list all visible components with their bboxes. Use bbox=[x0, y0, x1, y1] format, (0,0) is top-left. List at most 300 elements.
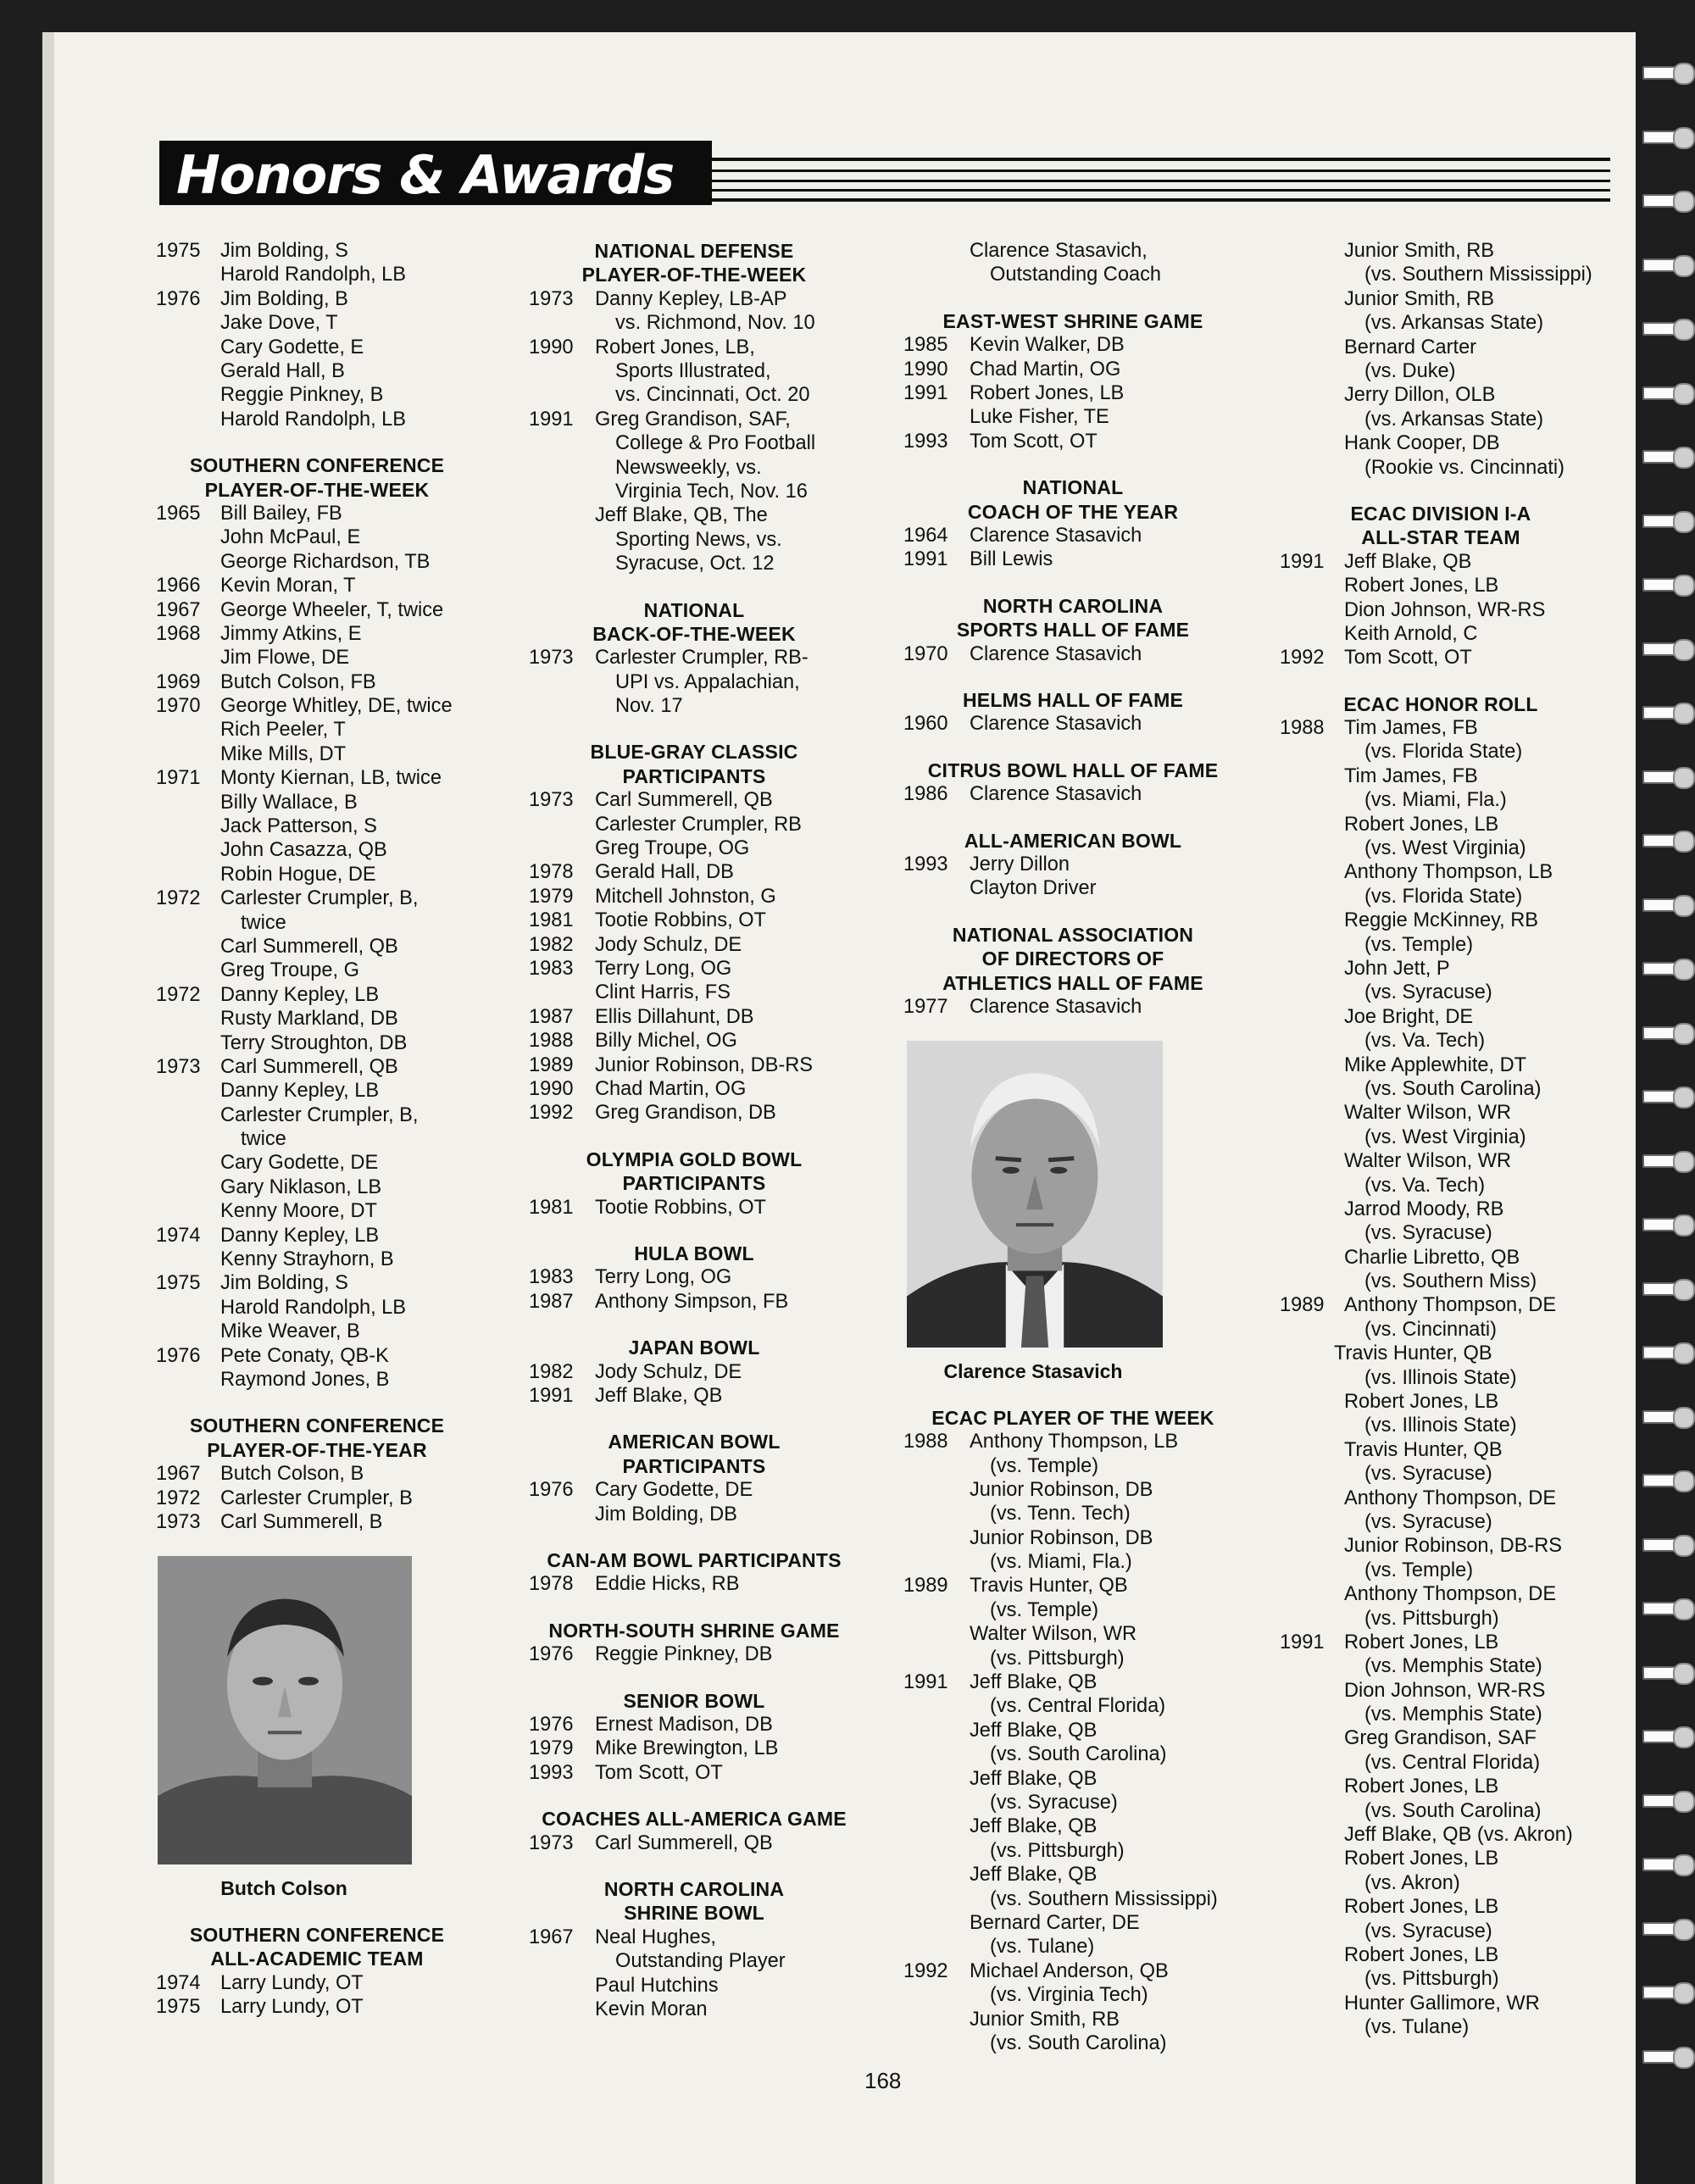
section-heading: NORTH CAROLINA bbox=[603, 1877, 785, 1900]
binding-coil bbox=[1634, 252, 1693, 277]
list-item bbox=[903, 1983, 1242, 2007]
list-item bbox=[1280, 550, 1602, 574]
recipient-text: Virginia Tech, Nov. 16 bbox=[615, 480, 808, 503]
recipient-text: (vs. Central Florida) bbox=[1364, 1751, 1541, 1774]
award-year: 1972 bbox=[156, 1487, 201, 1509]
list-item bbox=[903, 405, 1242, 429]
award-section bbox=[903, 309, 1242, 453]
list-item bbox=[529, 1831, 859, 1855]
award-year: 1992 bbox=[529, 1102, 574, 1125]
binding-coil bbox=[1634, 508, 1693, 533]
recipient-text: Jarrod Moody, RB bbox=[1344, 1198, 1504, 1220]
recipient-text: Bernard Carter, DE bbox=[970, 1911, 1140, 1934]
recipient-text: (vs. Southern Mississippi) bbox=[1364, 264, 1592, 286]
section-heading: NATIONAL bbox=[643, 598, 745, 621]
binding-wire bbox=[1673, 703, 1695, 725]
binding-coil bbox=[1634, 1851, 1693, 1876]
binding-wire bbox=[1673, 383, 1695, 405]
award-section bbox=[156, 453, 478, 1392]
spiral-binding bbox=[1634, 51, 1695, 2153]
section-heading: SOUTHERN CONFERENCE bbox=[189, 1923, 445, 1946]
recipient-text: John Jett, P bbox=[1344, 957, 1450, 980]
recipient-text: (vs. Southern Miss) bbox=[1364, 1270, 1537, 1293]
award-year: 1975 bbox=[156, 240, 201, 262]
section-heading: JAPAN BOWL bbox=[628, 1337, 760, 1359]
list-item bbox=[903, 1814, 1242, 1838]
section-heading: PLAYER-OF-THE-WEEK bbox=[581, 264, 807, 286]
recipient-text: Tootie Robbins, OT bbox=[595, 1196, 766, 1219]
header-rule bbox=[712, 169, 1610, 172]
list-item bbox=[1280, 1077, 1602, 1101]
recipient-text: Junior Smith, RB bbox=[970, 2008, 1120, 2031]
award-year: 1975 bbox=[156, 1272, 201, 1295]
binding-wire bbox=[1673, 1151, 1695, 1173]
recipient-text: Jeff Blake, QB, The bbox=[595, 504, 768, 527]
recipient-text: Harold Randolph, LB bbox=[220, 264, 407, 286]
list-item bbox=[1280, 1920, 1602, 1943]
recipient-text: Dion Johnson, WR-RS bbox=[1344, 598, 1546, 621]
recipient-text: Rich Peeler, T bbox=[220, 719, 346, 742]
recipient-text: Cary Godette, E bbox=[220, 336, 364, 358]
recipient-text: Clarence Stasavich bbox=[970, 713, 1142, 736]
award-year: 1967 bbox=[529, 1926, 574, 1948]
binding-hole bbox=[1642, 1218, 1676, 1231]
award-year: 1985 bbox=[903, 334, 948, 357]
list-item bbox=[529, 383, 859, 407]
recipient-text: Reggie McKinney, RB bbox=[1344, 909, 1539, 932]
binding-coil bbox=[1634, 827, 1693, 853]
list-item bbox=[156, 1296, 478, 1320]
section-heading: OLYMPIA GOLD BOWL bbox=[586, 1148, 803, 1170]
portrait-photo bbox=[158, 1556, 412, 1864]
binding-coil bbox=[1634, 1148, 1693, 1173]
recipient-text: Jody Schulz, DE bbox=[595, 933, 742, 956]
section-heading: NATIONAL bbox=[1022, 476, 1124, 499]
recipient-text: (vs. Syracuse) bbox=[1364, 1222, 1492, 1245]
section-heading: CAN-AM BOWL PARTICIPANTS bbox=[547, 1548, 842, 1571]
list-item bbox=[1280, 740, 1602, 764]
recipient-text: Mike Mills, DT bbox=[220, 742, 347, 765]
list-item bbox=[1280, 1005, 1602, 1029]
recipient-text: Bill Lewis bbox=[970, 548, 1053, 571]
section-heading: ALL-ACADEMIC TEAM bbox=[210, 1948, 424, 1970]
recipient-text: Robert Jones, LB bbox=[970, 381, 1125, 404]
recipient-text: Nov. 17 bbox=[615, 695, 683, 718]
award-year: 1982 bbox=[529, 933, 574, 956]
list-item bbox=[1280, 359, 1602, 383]
recipient-text: Walter Wilson, WR bbox=[970, 1623, 1137, 1646]
list-item bbox=[529, 1713, 859, 1737]
binding-wire bbox=[1673, 1535, 1695, 1557]
recipient-text: Ellis Dillahunt, DB bbox=[595, 1005, 754, 1028]
recipient-text: (Rookie vs. Cincinnati) bbox=[1364, 456, 1565, 479]
recipient-text: Kenny Strayhorn, B bbox=[220, 1248, 394, 1271]
list-item bbox=[903, 1670, 1242, 1694]
binding-coil bbox=[1634, 1020, 1693, 1045]
recipient-text: Anthony Thompson, DE bbox=[1344, 1583, 1557, 1606]
recipient-text: (vs. Florida State) bbox=[1364, 885, 1523, 908]
page-number: 168 bbox=[864, 2068, 902, 2093]
recipient-text: Kevin Moran, T bbox=[220, 575, 356, 597]
award-year: 1983 bbox=[529, 958, 574, 981]
recipient-text: Anthony Thompson, LB bbox=[1344, 861, 1553, 884]
binding-coil bbox=[1634, 380, 1693, 405]
section-heading: COACH OF THE YEAR bbox=[967, 500, 1179, 523]
section-heading: NATIONAL ASSOCIATION bbox=[952, 923, 1194, 946]
award-year: 1973 bbox=[529, 647, 574, 670]
award-year: 1991 bbox=[1280, 550, 1325, 573]
binding-hole bbox=[1642, 1282, 1676, 1296]
recipient-text: (vs. Miami, Fla.) bbox=[990, 1551, 1132, 1574]
portrait-image bbox=[158, 1556, 412, 1864]
list-item bbox=[529, 1572, 859, 1596]
binding-coil bbox=[1634, 59, 1693, 85]
award-year: 1988 bbox=[1280, 717, 1325, 740]
list-item bbox=[156, 598, 478, 622]
list-item bbox=[903, 1839, 1242, 1863]
award-year: 1988 bbox=[903, 1431, 948, 1453]
list-item bbox=[903, 381, 1242, 405]
award-year: 1973 bbox=[156, 1510, 201, 1533]
list-item bbox=[1280, 1221, 1602, 1245]
award-year: 1967 bbox=[156, 1463, 201, 1486]
binding-wire bbox=[1673, 63, 1695, 85]
list-item bbox=[529, 885, 859, 909]
section-heading: ECAC HONOR ROLL bbox=[1343, 692, 1538, 715]
award-section bbox=[529, 1619, 859, 1667]
binding-wire bbox=[1673, 127, 1695, 149]
award-year: 1965 bbox=[156, 502, 201, 525]
award-section bbox=[529, 1807, 859, 1855]
binding-hole bbox=[1642, 834, 1676, 847]
recipient-text: Jimmy Atkins, E bbox=[220, 622, 362, 645]
binding-coil bbox=[1634, 1979, 1693, 2004]
recipient-text: Danny Kepley, LB bbox=[220, 1080, 380, 1103]
award-year: 1992 bbox=[903, 1959, 948, 1982]
section-heading: PARTICIPANTS bbox=[622, 1172, 766, 1195]
recipient-text: (vs. South Carolina) bbox=[990, 1743, 1167, 1766]
recipient-text: Chad Martin, OG bbox=[970, 358, 1121, 381]
recipient-text: Billy Michel, OG bbox=[595, 1030, 737, 1053]
binding-wire bbox=[1673, 511, 1695, 533]
list-item bbox=[156, 1487, 478, 1510]
recipient-text: Butch Colson, B bbox=[220, 1463, 364, 1486]
award-section bbox=[1280, 239, 1602, 480]
binding-coil bbox=[1634, 2043, 1693, 2069]
recipient-text: Danny Kepley, LB-AP bbox=[595, 287, 787, 310]
list-item bbox=[1280, 1462, 1602, 1486]
award-year: 1977 bbox=[903, 995, 948, 1018]
award-year: 1978 bbox=[529, 861, 574, 884]
binding-wire bbox=[1673, 1919, 1695, 1941]
recipient-text: Clarence Stasavich, bbox=[970, 240, 1148, 262]
award-section bbox=[903, 759, 1242, 807]
list-item bbox=[1280, 1149, 1602, 1173]
recipient-text: Junior Smith, RB bbox=[1344, 240, 1495, 262]
recipient-text: Anthony Thompson, LB bbox=[970, 1431, 1179, 1453]
recipient-text: Jim Bolding, S bbox=[220, 240, 348, 262]
recipient-text: Raymond Jones, B bbox=[220, 1369, 390, 1391]
award-section bbox=[156, 1414, 478, 1534]
section-heading: SOUTHERN CONFERENCE bbox=[189, 454, 445, 477]
recipient-text: (vs. Tenn. Tech) bbox=[990, 1503, 1131, 1525]
recipient-text: (vs. Duke) bbox=[1364, 359, 1456, 382]
award-year: 1976 bbox=[529, 1479, 574, 1502]
list-item bbox=[903, 995, 1242, 1019]
recipient-text: Junior Robinson, DB-RS bbox=[595, 1053, 814, 1076]
binding-hole bbox=[1642, 514, 1676, 528]
list-item bbox=[156, 1462, 478, 1486]
recipient-text: Eddie Hicks, RB bbox=[595, 1573, 740, 1596]
recipient-text: Carlester Crumpler, B bbox=[220, 1487, 413, 1509]
binding-hole bbox=[1642, 1794, 1676, 1808]
list-item bbox=[156, 1224, 478, 1248]
recipient-text: (vs. Illinois State) bbox=[1364, 1414, 1517, 1437]
recipient-text: Carlester Crumpler, B, bbox=[220, 887, 419, 910]
column-1 bbox=[156, 239, 478, 2019]
recipient-text: Robert Jones, LB bbox=[1344, 1631, 1499, 1653]
recipient-text: (vs. Tulane) bbox=[1364, 2016, 1470, 2039]
portrait-photo bbox=[907, 1041, 1163, 1348]
recipient-text: Greg Grandison, SAF, bbox=[595, 408, 791, 431]
binding-wire bbox=[1673, 319, 1695, 341]
list-item bbox=[1280, 1559, 1602, 1582]
award-section bbox=[529, 1548, 859, 1597]
recipient-text: John Casazza, QB bbox=[220, 839, 387, 862]
binding-coil bbox=[1634, 1275, 1693, 1301]
recipient-text: Hank Cooper, DB bbox=[1344, 432, 1500, 455]
recipient-text: Jim Bolding, DB bbox=[595, 1503, 737, 1525]
photo-caption: Butch Colson bbox=[220, 1877, 347, 1900]
recipient-text: Tom Scott, OT bbox=[970, 430, 1098, 453]
recipient-text: (vs. Southern Mississippi) bbox=[990, 1887, 1218, 1910]
list-item bbox=[903, 1478, 1242, 1502]
recipient-text: Gary Niklason, LB bbox=[220, 1175, 382, 1198]
recipient-text: Carl Summerell, QB bbox=[220, 1055, 398, 1078]
list-item bbox=[1280, 1438, 1602, 1462]
award-year: 1960 bbox=[903, 713, 948, 736]
award-year: 1990 bbox=[529, 336, 574, 358]
binding-wire bbox=[1673, 1342, 1695, 1364]
list-item bbox=[156, 550, 478, 574]
binding-hole bbox=[1642, 1986, 1676, 1999]
list-item bbox=[1280, 1029, 1602, 1053]
list-item bbox=[156, 1271, 478, 1295]
list-item bbox=[529, 933, 859, 957]
recipient-text: Jeff Blake, QB bbox=[970, 1719, 1098, 1742]
award-year: 1966 bbox=[156, 575, 201, 597]
recipient-text: Larry Lundy, OT bbox=[220, 1995, 364, 2018]
recipient-text: Jerry Dillon bbox=[970, 853, 1070, 875]
recipient-text: (vs. West Virginia) bbox=[1364, 1125, 1526, 1148]
list-item bbox=[156, 622, 478, 646]
list-item bbox=[529, 1196, 859, 1220]
list-item bbox=[156, 1248, 478, 1271]
recipient-text: (vs. Pittsburgh) bbox=[1364, 1968, 1499, 1991]
section-heading: ECAC DIVISION I-A bbox=[1350, 502, 1531, 525]
list-item bbox=[1280, 1943, 1602, 1967]
award-section bbox=[903, 475, 1242, 572]
column-3 bbox=[903, 239, 1242, 2055]
recipient-text: Carlester Crumpler, RB- bbox=[595, 647, 809, 670]
recipient-text: Kevin Walker, DB bbox=[970, 334, 1125, 357]
list-item bbox=[156, 408, 478, 431]
list-item bbox=[1280, 287, 1602, 311]
recipient-text: Chad Martin, OG bbox=[595, 1077, 747, 1100]
recipient-text: Junior Robinson, DB bbox=[970, 1526, 1153, 1549]
recipient-text: Harold Randolph, LB bbox=[220, 408, 407, 431]
list-item bbox=[156, 935, 478, 959]
recipient-text: Pete Conaty, QB-K bbox=[220, 1344, 389, 1367]
header-rule bbox=[712, 189, 1610, 192]
list-item bbox=[1280, 1487, 1602, 1510]
binding-wire bbox=[1673, 895, 1695, 917]
column-2 bbox=[529, 239, 859, 2021]
list-item bbox=[529, 1761, 859, 1785]
award-year: 1983 bbox=[529, 1266, 574, 1289]
award-section bbox=[156, 239, 478, 431]
award-year: 1993 bbox=[903, 430, 948, 453]
list-item bbox=[903, 1647, 1242, 1670]
recipient-text: Bernard Carter bbox=[1344, 336, 1477, 358]
binding-wire bbox=[1673, 1407, 1695, 1429]
award-year: 1991 bbox=[903, 1671, 948, 1694]
list-item bbox=[529, 1642, 859, 1666]
list-item bbox=[156, 1055, 478, 1079]
list-item bbox=[529, 336, 859, 359]
recipient-text: Robert Jones, LB bbox=[1344, 1391, 1499, 1414]
list-item bbox=[156, 694, 478, 718]
list-item bbox=[903, 2031, 1242, 2055]
recipient-text: (vs. Temple) bbox=[1364, 1559, 1474, 1581]
recipient-text: Hunter Gallimore, WR bbox=[1344, 1992, 1540, 2015]
list-item bbox=[1280, 836, 1602, 860]
list-item bbox=[1280, 239, 1602, 263]
section-heading: PARTICIPANTS bbox=[622, 1454, 766, 1477]
list-item bbox=[903, 1719, 1242, 1742]
award-year: 1993 bbox=[529, 1761, 574, 1784]
binding-hole bbox=[1642, 194, 1676, 208]
list-item bbox=[1280, 1775, 1602, 1798]
list-item bbox=[156, 574, 478, 597]
portrait-image bbox=[907, 1041, 1163, 1348]
award-section bbox=[529, 1242, 859, 1314]
award-year: 1968 bbox=[156, 622, 201, 645]
section-heading: SHRINE BOWL bbox=[624, 1902, 764, 1925]
list-item bbox=[1280, 408, 1602, 431]
award-section bbox=[903, 239, 1242, 287]
binding-wire bbox=[1673, 1726, 1695, 1748]
list-item bbox=[1280, 1895, 1602, 1919]
recipient-text: UPI vs. Appalachian, bbox=[615, 670, 800, 693]
recipient-text: (vs. Miami, Fla.) bbox=[1364, 789, 1507, 812]
recipient-text: Robert Jones, LB bbox=[1344, 1848, 1499, 1870]
page-edge bbox=[42, 32, 54, 2184]
binding-coil bbox=[1634, 1787, 1693, 1813]
award-section bbox=[1280, 692, 1602, 2040]
list-item bbox=[529, 1101, 859, 1125]
recipient-text: Gerald Hall, DB bbox=[595, 861, 734, 884]
recipient-text: Jerry Dillon, OLB bbox=[1344, 384, 1496, 407]
recipient-text: George Wheeler, T, twice bbox=[220, 598, 444, 621]
list-item bbox=[1280, 1799, 1602, 1823]
recipient-text: Travis Hunter, QB bbox=[1334, 1342, 1492, 1365]
section-heading: OF DIRECTORS OF bbox=[981, 948, 1164, 970]
recipient-text: Joe Bright, DE bbox=[1344, 1005, 1474, 1028]
binding-wire bbox=[1673, 831, 1695, 853]
recipient-text: Clint Harris, FS bbox=[595, 981, 731, 1004]
award-year: 1988 bbox=[529, 1030, 574, 1053]
list-item bbox=[1280, 885, 1602, 909]
binding-wire bbox=[1673, 959, 1695, 981]
recipient-text: (vs. Pittsburgh) bbox=[990, 1647, 1125, 1670]
list-item bbox=[1280, 2015, 1602, 2039]
recipient-text: Clarence Stasavich bbox=[970, 783, 1142, 806]
binding-coil bbox=[1634, 1723, 1693, 1748]
recipient-text: Butch Colson, FB bbox=[220, 670, 376, 693]
award-year: 1976 bbox=[529, 1713, 574, 1736]
list-item bbox=[903, 1526, 1242, 1550]
recipient-text: Robert Jones, LB, bbox=[595, 336, 755, 358]
award-year: 1982 bbox=[529, 1360, 574, 1383]
recipient-text: Greg Grandison, DB bbox=[595, 1102, 776, 1125]
award-section bbox=[529, 1148, 859, 1220]
award-year: 1990 bbox=[903, 358, 948, 381]
recipient-text: Newsweekly, vs. bbox=[615, 456, 762, 479]
award-section bbox=[529, 1877, 859, 2021]
recipient-text: (vs. Memphis State) bbox=[1364, 1703, 1542, 1726]
list-item bbox=[529, 860, 859, 884]
binding-coil bbox=[1634, 636, 1693, 661]
recipient-text: (vs. Arkansas State) bbox=[1364, 408, 1544, 431]
list-item bbox=[903, 1622, 1242, 1646]
section-heading: NORTH-SOUTH SHRINE GAME bbox=[548, 1619, 840, 1642]
list-item bbox=[1280, 764, 1602, 788]
recipient-text: Gerald Hall, B bbox=[220, 359, 345, 382]
section-heading: PARTICIPANTS bbox=[622, 764, 766, 787]
list-item bbox=[1280, 909, 1602, 932]
list-item bbox=[1280, 1366, 1602, 1390]
binding-hole bbox=[1642, 1730, 1676, 1743]
list-item bbox=[156, 1510, 478, 1534]
list-item bbox=[156, 742, 478, 766]
binding-coil bbox=[1634, 1595, 1693, 1620]
award-section bbox=[903, 688, 1242, 736]
list-item bbox=[903, 1454, 1242, 1478]
award-year: 1976 bbox=[529, 1643, 574, 1666]
list-item bbox=[529, 1949, 859, 1973]
recipient-text: Syracuse, Oct. 12 bbox=[615, 553, 775, 575]
list-item bbox=[1280, 1992, 1602, 2015]
list-item bbox=[903, 712, 1242, 736]
recipient-text: Robert Jones, LB bbox=[1344, 813, 1499, 836]
list-item bbox=[156, 239, 478, 263]
recipient-text: Reggie Pinkney, DB bbox=[595, 1643, 773, 1666]
section-heading: HULA BOWL bbox=[634, 1242, 754, 1264]
recipient-text: Billy Wallace, B bbox=[220, 791, 358, 814]
binding-wire bbox=[1673, 447, 1695, 469]
list-item bbox=[529, 1053, 859, 1077]
recipient-text: Outstanding Coach bbox=[990, 264, 1161, 286]
award-section bbox=[156, 1923, 478, 2020]
list-item bbox=[156, 311, 478, 335]
list-item bbox=[1280, 788, 1602, 812]
recipient-text: Dion Johnson, WR-RS bbox=[1344, 1679, 1546, 1702]
recipient-text: Mike Brewington, LB bbox=[595, 1737, 779, 1760]
recipient-text: Kevin Moran bbox=[595, 1998, 708, 2020]
list-item bbox=[529, 813, 859, 836]
binding-hole bbox=[1642, 1154, 1676, 1168]
